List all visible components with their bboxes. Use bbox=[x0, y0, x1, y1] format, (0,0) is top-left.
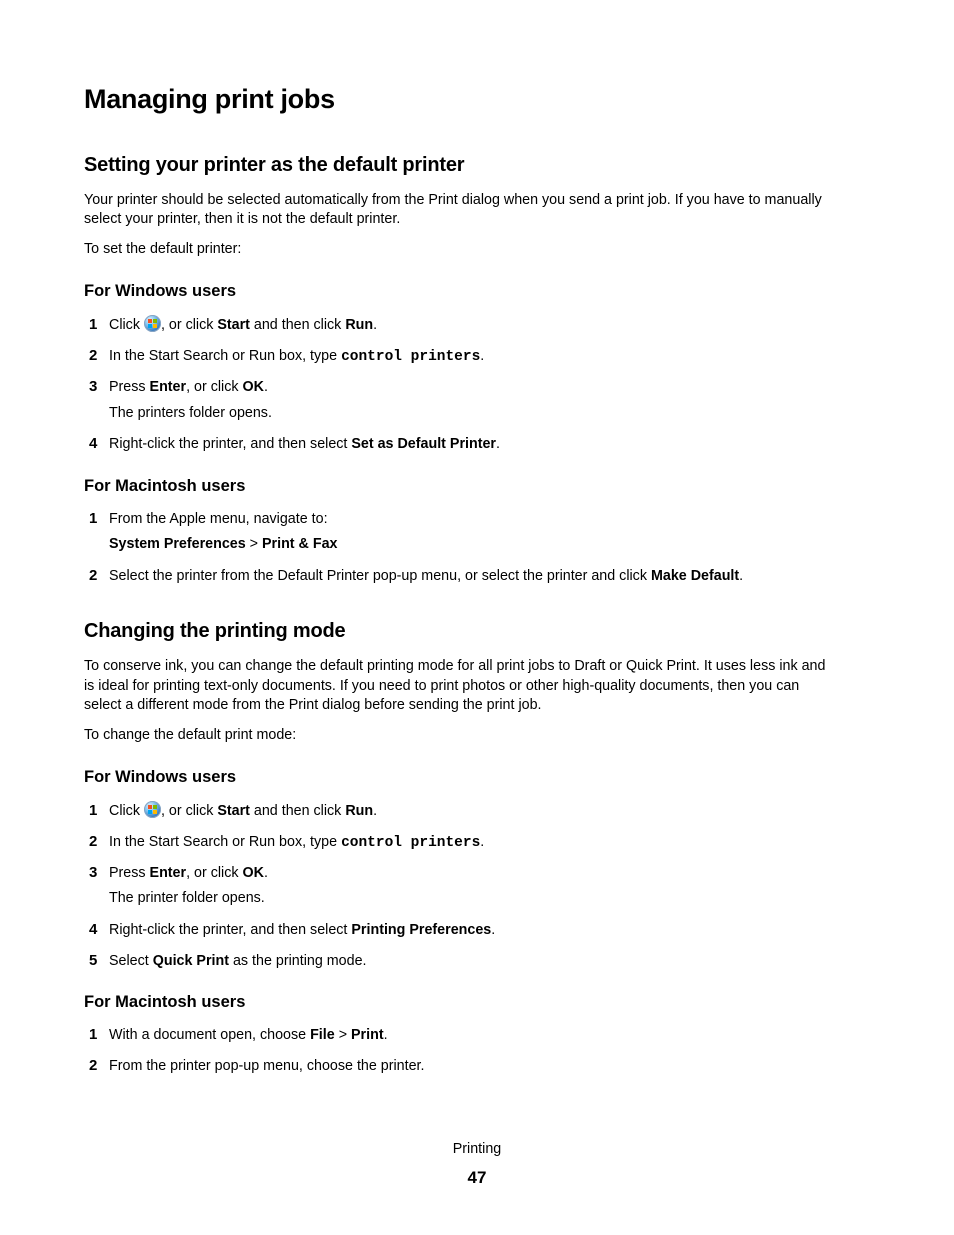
start-label: Start bbox=[217, 803, 250, 819]
footer-section-name: Printing bbox=[452, 1141, 502, 1157]
step-3 bbox=[89, 377, 268, 397]
step-text: Select the printer from the Default Printer pop-up menu, or select the printer and click bbox=[109, 568, 651, 584]
step-text: Right-click the printer, and then select bbox=[109, 922, 352, 938]
step-number: 1 bbox=[89, 510, 98, 527]
subheading-macintosh-users: For Macintosh users bbox=[84, 477, 246, 495]
subheading-windows-users: For Windows users bbox=[84, 282, 237, 300]
step-text: . bbox=[496, 436, 500, 452]
start-label: Start bbox=[217, 317, 250, 333]
page-title: Managing print jobs bbox=[84, 84, 335, 114]
windows-start-orb-icon bbox=[144, 315, 161, 332]
step-text: and then click bbox=[249, 317, 346, 333]
paragraph-line: select a different mode from the Print dialog before sending the print job. bbox=[84, 697, 542, 713]
step-text: Press bbox=[109, 379, 150, 395]
step-text: In the Start Search or Run box, type bbox=[109, 348, 342, 364]
step-text: and then click bbox=[249, 803, 346, 819]
step-number: 4 bbox=[89, 435, 98, 452]
subheading-windows-users: For Windows users bbox=[84, 768, 237, 786]
step-2 bbox=[89, 346, 484, 367]
ok-label: OK bbox=[242, 865, 264, 881]
print-menu-label: Print bbox=[351, 1027, 384, 1043]
menu-path bbox=[109, 535, 337, 554]
step-2 bbox=[89, 1056, 425, 1076]
step-4 bbox=[89, 434, 500, 454]
step-number: 3 bbox=[89, 378, 98, 395]
lead-text: To change the default print mode: bbox=[84, 727, 297, 743]
step-text: From the Apple menu, navigate to: bbox=[109, 511, 328, 527]
paragraph-line: To conserve ink, you can change the default printing mode for all print jobs to Draft or Quick Print. It uses less ink and bbox=[84, 658, 826, 674]
step-text: From the printer pop-up menu, choose the printer. bbox=[109, 1058, 425, 1074]
step-text: In the Start Search or Run box, type bbox=[109, 834, 342, 850]
step-number: 2 bbox=[89, 347, 98, 364]
step-number: 2 bbox=[89, 833, 98, 850]
make-default-label: Make Default bbox=[650, 568, 740, 584]
enter-label: Enter bbox=[149, 865, 187, 881]
step-number: 1 bbox=[89, 802, 98, 819]
step-text: . bbox=[480, 834, 485, 850]
step-text: . bbox=[480, 348, 485, 364]
menu-path-item: Print & Fax bbox=[262, 536, 338, 552]
step-text: . bbox=[373, 317, 378, 333]
printing-preferences-label: Printing Preferences bbox=[351, 922, 492, 938]
menu-path-separator: > bbox=[245, 536, 262, 552]
step-text: . bbox=[263, 379, 268, 395]
step-text: Click bbox=[109, 317, 144, 333]
step-text: . bbox=[383, 1027, 388, 1043]
windows-start-orb-icon bbox=[144, 801, 161, 818]
step-number: 4 bbox=[89, 921, 98, 938]
step-text: . bbox=[491, 922, 496, 938]
step-number: 5 bbox=[89, 952, 98, 969]
step-4 bbox=[89, 920, 495, 940]
step-number: 2 bbox=[89, 567, 98, 584]
step-text: . bbox=[263, 865, 268, 881]
step-text: , or click bbox=[160, 803, 218, 819]
step-text: as the printing mode. bbox=[229, 953, 367, 969]
command-code: control printers bbox=[341, 349, 481, 365]
step-text: Right-click the printer, and then select bbox=[109, 436, 352, 452]
step-2 bbox=[89, 832, 484, 853]
step-number: 3 bbox=[89, 864, 98, 881]
command-code: control printers bbox=[341, 835, 481, 851]
step-3 bbox=[89, 863, 268, 883]
file-menu-label: File bbox=[310, 1027, 335, 1043]
lead-text: To set the default printer: bbox=[84, 241, 242, 257]
step-1 bbox=[89, 801, 377, 821]
subheading-macintosh-users: For Macintosh users bbox=[84, 993, 246, 1011]
ok-label: OK bbox=[242, 379, 264, 395]
page-number: 47 bbox=[467, 1168, 487, 1187]
step-text: , or click bbox=[186, 865, 243, 881]
step-note: The printers folder opens. bbox=[109, 405, 272, 421]
menu-path-separator: > bbox=[334, 1027, 352, 1043]
step-number: 1 bbox=[89, 1026, 98, 1043]
step-text: Click bbox=[109, 803, 144, 819]
set-default-label: Set as Default Printer bbox=[351, 436, 496, 452]
section-heading-printing-mode: Changing the printing mode bbox=[84, 620, 346, 642]
step-text: . bbox=[739, 568, 744, 584]
run-label: Run bbox=[345, 803, 374, 819]
step-1 bbox=[89, 315, 377, 335]
step-note: The printer folder opens. bbox=[109, 890, 265, 906]
step-number: 1 bbox=[89, 316, 98, 333]
step-text: Select bbox=[109, 953, 153, 969]
step-number: 2 bbox=[89, 1057, 98, 1074]
step-text: . bbox=[373, 803, 378, 819]
quick-print-label: Quick Print bbox=[152, 953, 229, 969]
step-text: Press bbox=[109, 865, 150, 881]
step-2 bbox=[89, 566, 743, 586]
step-1 bbox=[89, 509, 328, 529]
step-5 bbox=[89, 951, 367, 971]
paragraph-line: is ideal for printing text-only documents. If you need to print photos or other high-quality documents, then you can bbox=[84, 678, 800, 694]
paragraph-line: Your printer should be selected automatically from the Print dialog when you send a print job. If you have to manually bbox=[84, 192, 822, 208]
step-text: , or click bbox=[186, 379, 243, 395]
step-1 bbox=[89, 1025, 388, 1045]
menu-path-item: System Preferences bbox=[109, 536, 246, 552]
paragraph-line: select your printer, then it is not the default printer. bbox=[84, 211, 401, 227]
step-text: , or click bbox=[160, 317, 218, 333]
step-text: With a document open, choose bbox=[109, 1027, 311, 1043]
run-label: Run bbox=[345, 317, 374, 333]
section-heading-default-printer: Setting your printer as the default printer bbox=[84, 154, 465, 176]
enter-label: Enter bbox=[149, 379, 187, 395]
